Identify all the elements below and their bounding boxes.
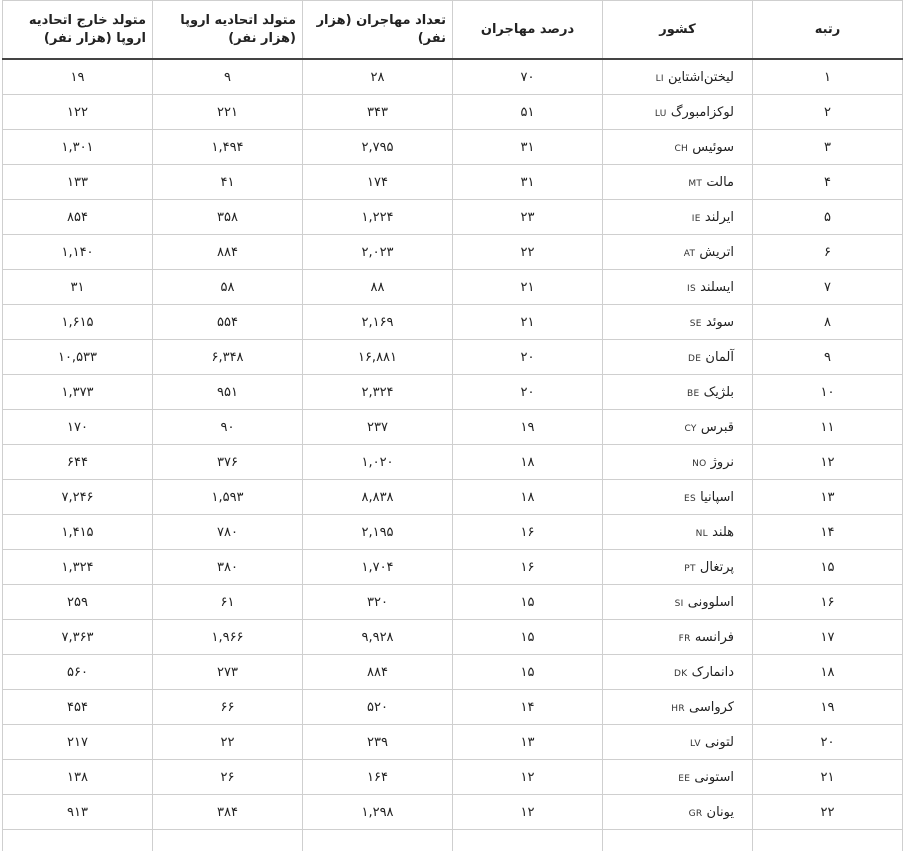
non-eu-born-cell: ۸۵۴	[3, 200, 153, 235]
non-eu-born-cell: ۱۲۲	[3, 95, 153, 130]
migrants-cell: ۲,۳۲۴	[303, 375, 453, 410]
table-row	[3, 585, 903, 620]
eu-born-cell: ۳۸۰	[153, 550, 303, 585]
migrants-cell: ۳۲۰	[303, 585, 453, 620]
table-row	[3, 410, 903, 445]
percent-cell: ۵۱	[453, 95, 603, 130]
non-eu-born-cell: ۱,۳۲۴	[3, 550, 153, 585]
rank-cell: ۱۱	[753, 410, 903, 445]
percent-cell: ۱۵	[453, 655, 603, 690]
percent-cell: ۲۱	[453, 270, 603, 305]
migrants-cell: ۱۶۴	[303, 760, 453, 795]
country-name: لتونی	[704, 734, 734, 750]
country-code: SE	[689, 318, 702, 329]
rank-cell: ۸	[753, 305, 903, 340]
non-eu-born-cell: ۵۶۰	[3, 655, 153, 690]
percent-cell: ۲۰	[453, 375, 603, 410]
migrants-cell: ۹,۹۲۸	[303, 620, 453, 655]
country-cell	[603, 305, 753, 340]
country-name: هلند	[712, 524, 734, 540]
country-cell	[603, 725, 753, 760]
country-cell	[603, 515, 753, 550]
country-code: GR	[688, 808, 703, 819]
country-code: MT	[688, 178, 703, 189]
rank-cell: ۱۸	[753, 655, 903, 690]
country-code: HR	[671, 703, 685, 714]
country-code: DE	[688, 353, 702, 364]
eu-born-cell: ۹۰	[153, 410, 303, 445]
rank-cell: ۵	[753, 200, 903, 235]
table-body	[3, 59, 903, 851]
eu-born-cell: ۳۷۶	[153, 445, 303, 480]
migrants-cell: ۸۸۴	[303, 655, 453, 690]
eu-born-cell: ۶۶	[153, 690, 303, 725]
country-code: SI	[674, 598, 684, 609]
rank-cell: ۱۵	[753, 550, 903, 585]
migrants-cell: ۱,۰۲۰	[303, 445, 453, 480]
migrants-cell: ۱,۲۹۸	[303, 795, 453, 830]
country-code: CH	[674, 143, 689, 154]
non-eu-born-cell: ۲۱۷	[3, 725, 153, 760]
eu-born-cell: ۲۲	[153, 725, 303, 760]
country-name: یونان	[706, 804, 734, 820]
eu-born-cell: ۲۲۱	[153, 95, 303, 130]
header-rank[interactable]: رتبه	[753, 1, 903, 60]
table-header	[3, 1, 903, 60]
rank-cell: ۱۰	[753, 375, 903, 410]
table-row	[3, 550, 903, 585]
country-cell	[603, 480, 753, 515]
header-migrants[interactable]: تعداد مهاجران (هزار نفر)	[303, 1, 453, 60]
rank-cell: ۷	[753, 270, 903, 305]
eu-born-cell: ۳۸۴	[153, 795, 303, 830]
table-row	[3, 690, 903, 725]
percent-cell: ۱۵	[453, 620, 603, 655]
country-cell	[603, 165, 753, 200]
table-row	[3, 95, 903, 130]
table-row	[3, 375, 903, 410]
country-code: CY	[684, 423, 697, 434]
country-code: PT	[684, 563, 696, 574]
migrants-cell: ۱,۲۲۴	[303, 200, 453, 235]
non-eu-born-cell: ۱۰,۵۳۳	[3, 340, 153, 375]
percent-cell: ۲۲	[453, 235, 603, 270]
percent-cell	[453, 830, 603, 851]
table-row	[3, 305, 903, 340]
country-code: LU	[654, 108, 667, 119]
table-row	[3, 725, 903, 760]
country-code: AT	[683, 248, 696, 259]
migrants-cell: ۸,۸۳۸	[303, 480, 453, 515]
country-cell	[603, 445, 753, 480]
table-row	[3, 830, 903, 851]
table-row	[3, 165, 903, 200]
migrants-cell: ۱۷۴	[303, 165, 453, 200]
country-name: اتریش	[699, 244, 734, 260]
migrants-table	[2, 0, 903, 851]
rank-cell: ۲۲	[753, 795, 903, 830]
header-non-eu-born[interactable]: متولد خارج اتحادیه اروپا (هزار نفر)	[3, 1, 153, 60]
country-cell	[603, 235, 753, 270]
country-name: بلژیک	[703, 384, 734, 400]
eu-born-cell	[153, 830, 303, 851]
country-name: فرانسه	[694, 629, 734, 645]
table-row	[3, 200, 903, 235]
country-name: سوئد	[705, 314, 734, 330]
percent-cell: ۲۰	[453, 340, 603, 375]
country-code: FR	[678, 633, 691, 644]
country-cell	[603, 410, 753, 445]
rank-cell: ۱۶	[753, 585, 903, 620]
country-cell	[603, 550, 753, 585]
non-eu-born-cell: ۱۷۰	[3, 410, 153, 445]
country-cell	[603, 830, 753, 851]
country-cell	[603, 620, 753, 655]
country-cell	[603, 95, 753, 130]
percent-cell: ۳۱	[453, 130, 603, 165]
percent-cell: ۱۲	[453, 795, 603, 830]
percent-cell: ۱۹	[453, 410, 603, 445]
country-cell	[603, 270, 753, 305]
country-name: سوئیس	[692, 139, 734, 155]
country-name: پرتغال	[699, 559, 734, 575]
percent-cell: ۱۲	[453, 760, 603, 795]
eu-born-cell: ۹	[153, 59, 303, 95]
percent-cell: ۱۶	[453, 515, 603, 550]
rank-cell: ۱	[753, 59, 903, 95]
eu-born-cell: ۱,۹۶۶	[153, 620, 303, 655]
percent-cell: ۱۶	[453, 550, 603, 585]
migrants-cell: ۲,۷۹۵	[303, 130, 453, 165]
eu-born-cell: ۵۵۴	[153, 305, 303, 340]
country-name: اسپانیا	[700, 489, 734, 505]
rank-cell: ۱۴	[753, 515, 903, 550]
migrants-cell: ۲,۰۲۳	[303, 235, 453, 270]
table-row	[3, 59, 903, 95]
table-row	[3, 445, 903, 480]
country-cell	[603, 375, 753, 410]
country-code: BE	[687, 388, 700, 399]
table-row	[3, 235, 903, 270]
country-cell	[603, 59, 753, 95]
migrants-cell: ۱,۷۰۴	[303, 550, 453, 585]
percent-cell: ۱۴	[453, 690, 603, 725]
country-code: NL	[695, 528, 708, 539]
eu-born-cell: ۲۶	[153, 760, 303, 795]
country-name: اسلوونی	[687, 594, 734, 610]
non-eu-born-cell: ۱۹	[3, 59, 153, 95]
country-code: EE	[678, 773, 691, 784]
header-country[interactable]: کشور	[603, 1, 753, 60]
country-name: لوکزامبورگ	[670, 104, 734, 120]
rank-cell: ۹	[753, 340, 903, 375]
country-name: دانمارک	[691, 664, 734, 680]
migrants-cell: ۵۲۰	[303, 690, 453, 725]
rank-cell: ۳	[753, 130, 903, 165]
country-name: نروژ	[710, 454, 734, 470]
country-name: ایرلند	[704, 209, 734, 225]
country-cell	[603, 795, 753, 830]
migrants-cell: ۳۴۳	[303, 95, 453, 130]
percent-cell: ۲۳	[453, 200, 603, 235]
eu-born-cell: ۸۸۴	[153, 235, 303, 270]
table-row	[3, 760, 903, 795]
non-eu-born-cell: ۹۱۳	[3, 795, 153, 830]
table-row	[3, 515, 903, 550]
non-eu-born-cell: ۱,۶۱۵	[3, 305, 153, 340]
country-name: قبرس	[700, 419, 734, 435]
migrants-cell: ۲,۱۹۵	[303, 515, 453, 550]
eu-born-cell: ۱,۵۹۳	[153, 480, 303, 515]
eu-born-cell: ۱,۴۹۴	[153, 130, 303, 165]
country-cell	[603, 200, 753, 235]
rank-cell: ۱۹	[753, 690, 903, 725]
eu-born-cell: ۵۸	[153, 270, 303, 305]
rank-cell: ۶	[753, 235, 903, 270]
table-row	[3, 620, 903, 655]
eu-born-cell: ۷۸۰	[153, 515, 303, 550]
non-eu-born-cell: ۱,۳۰۱	[3, 130, 153, 165]
country-code: ES	[683, 493, 696, 504]
rank-cell: ۴	[753, 165, 903, 200]
percent-cell: ۲۱	[453, 305, 603, 340]
migrants-cell: ۲,۱۶۹	[303, 305, 453, 340]
country-code: LI	[655, 73, 664, 84]
eu-born-cell: ۴۱	[153, 165, 303, 200]
eu-born-cell: ۲۷۳	[153, 655, 303, 690]
table-row	[3, 270, 903, 305]
country-name: لیختن‌اشتاین	[668, 69, 734, 85]
migrants-cell: ۲۳۷	[303, 410, 453, 445]
rank-cell: ۲۰	[753, 725, 903, 760]
migrants-cell: ۱۶,۸۸۱	[303, 340, 453, 375]
eu-born-cell: ۶۱	[153, 585, 303, 620]
country-cell	[603, 760, 753, 795]
non-eu-born-cell: ۱۳۸	[3, 760, 153, 795]
migrants-cell: ۲۳۹	[303, 725, 453, 760]
country-code: LV	[690, 738, 701, 749]
country-name: کرواسی	[689, 699, 734, 715]
table-row	[3, 655, 903, 690]
country-code: IS	[687, 283, 696, 294]
migrants-cell	[303, 830, 453, 851]
non-eu-born-cell	[3, 830, 153, 851]
rank-cell: ۱۳	[753, 480, 903, 515]
table-row	[3, 480, 903, 515]
rank-cell: ۲	[753, 95, 903, 130]
non-eu-born-cell: ۱,۴۱۵	[3, 515, 153, 550]
country-cell	[603, 690, 753, 725]
country-code: NO	[692, 458, 707, 469]
percent-cell: ۳۱	[453, 165, 603, 200]
non-eu-born-cell: ۳۱	[3, 270, 153, 305]
percent-cell: ۱۸	[453, 445, 603, 480]
non-eu-born-cell: ۱,۳۷۳	[3, 375, 153, 410]
eu-born-cell: ۶,۳۴۸	[153, 340, 303, 375]
country-name: ایسلند	[700, 279, 734, 295]
country-cell	[603, 655, 753, 690]
eu-born-cell: ۹۵۱	[153, 375, 303, 410]
non-eu-born-cell: ۴۵۴	[3, 690, 153, 725]
header-eu-born[interactable]: متولد اتحادیه اروپا (هزار نفر)	[153, 1, 303, 60]
non-eu-born-cell: ۲۵۹	[3, 585, 153, 620]
country-code: DK	[674, 668, 688, 679]
country-cell	[603, 130, 753, 165]
table-row	[3, 340, 903, 375]
country-name: آلمان	[705, 349, 734, 365]
country-name: مالت	[706, 174, 734, 190]
percent-cell: ۱۵	[453, 585, 603, 620]
header-percent[interactable]: درصد مهاجران	[453, 1, 603, 60]
country-name: استونی	[694, 769, 734, 785]
non-eu-born-cell: ۱,۱۴۰	[3, 235, 153, 270]
migrants-cell: ۲۸	[303, 59, 453, 95]
table-row	[3, 795, 903, 830]
table-row	[3, 130, 903, 165]
country-code: IE	[691, 213, 701, 224]
eu-born-cell: ۳۵۸	[153, 200, 303, 235]
percent-cell: ۷۰	[453, 59, 603, 95]
rank-cell: ۱۲	[753, 445, 903, 480]
percent-cell: ۱۸	[453, 480, 603, 515]
migrants-cell: ۸۸	[303, 270, 453, 305]
rank-cell	[753, 830, 903, 851]
rank-cell: ۲۱	[753, 760, 903, 795]
non-eu-born-cell: ۷,۲۴۶	[3, 480, 153, 515]
non-eu-born-cell: ۱۳۳	[3, 165, 153, 200]
non-eu-born-cell: ۷,۳۶۳	[3, 620, 153, 655]
rank-cell: ۱۷	[753, 620, 903, 655]
percent-cell: ۱۳	[453, 725, 603, 760]
country-cell	[603, 340, 753, 375]
header-row	[3, 1, 903, 60]
country-cell	[603, 585, 753, 620]
non-eu-born-cell: ۶۴۴	[3, 445, 153, 480]
